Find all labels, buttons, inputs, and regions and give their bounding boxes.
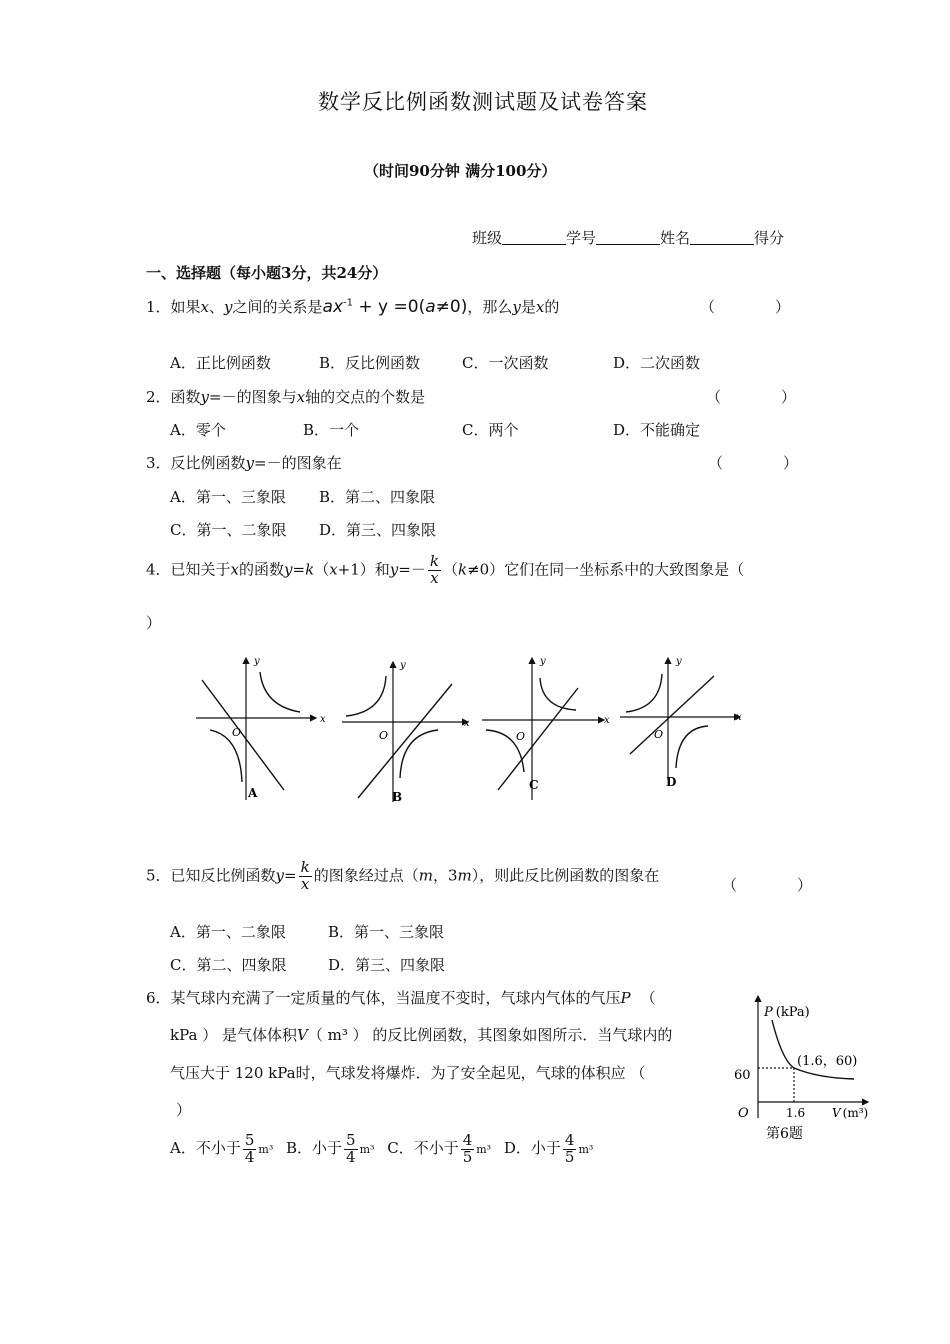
numerator: 5 [244, 1131, 255, 1149]
unit: m³ [476, 1143, 492, 1157]
graph-b-label: B [392, 790, 403, 804]
option-text: D．小于 [503, 1139, 561, 1158]
var: y [389, 560, 399, 579]
class-label: 班级 [472, 229, 503, 247]
var: x [296, 388, 306, 406]
q1-text: 之间的关系是 [232, 298, 323, 316]
q4-text: （ [442, 560, 458, 579]
graph-d-label: D [666, 775, 677, 789]
q3-option-b[interactable]: B．第二、四象限 [319, 488, 436, 506]
page-title: 数学反比例函数测试题及试卷答案 [318, 90, 648, 114]
student-number-blank[interactable] [596, 230, 660, 245]
numerator: 4 [564, 1131, 575, 1149]
option-fraction [563, 1133, 577, 1166]
q3-option-d[interactable]: D．第三、四象限 [319, 521, 437, 539]
q6-option-c[interactable] [387, 1131, 492, 1166]
q6-figure [728, 990, 878, 1150]
denominator: 4 [346, 1147, 356, 1166]
axis-y-label: y [400, 660, 406, 671]
question-6-line-3: 气压大于 120 kPa时，气球发将爆炸．为了安全起见，气球的体积应 （ [170, 1064, 646, 1082]
denominator: 5 [462, 1147, 473, 1166]
var: k [457, 560, 468, 579]
question-6-line-4[interactable]: ） [176, 1101, 192, 1119]
q6-option-d[interactable] [503, 1131, 594, 1166]
var: y [284, 560, 293, 579]
var: y [512, 298, 521, 316]
var: y [245, 454, 255, 472]
q2-option-d[interactable]: D．不能确定 [613, 421, 701, 439]
q4-text: =－ [398, 560, 426, 579]
q3-text: 3．反比例函数 [146, 454, 246, 472]
option-text: B．小于 [286, 1139, 343, 1158]
numerator: 4 [462, 1131, 473, 1149]
q5-text: ，3 [432, 866, 458, 885]
denominator: x [300, 874, 310, 893]
question-5 [146, 860, 659, 893]
q4-fraction [428, 554, 441, 587]
q1-option-b[interactable]: B．反比例函数 [319, 354, 421, 372]
q5-text: = [284, 866, 297, 885]
expr: + y =0( [353, 297, 426, 317]
origin-label: O [232, 726, 242, 739]
q6-text: kPa ） 是气体体积 [170, 1026, 297, 1044]
q1-answer-paren[interactable]: （ ） [700, 298, 791, 316]
subtitle: （时间90分钟 满分100分） [364, 162, 557, 180]
q5-answer-paren[interactable]: （ ） [722, 876, 813, 894]
expr: ax [322, 297, 344, 317]
q1-text: ，那么 [467, 298, 513, 316]
unit: m³ [578, 1143, 594, 1157]
section-heading: 一、选择题（每小题3分，共24分） [146, 264, 388, 282]
q5-text: 的图象经过点（ [313, 866, 419, 885]
expr: a [425, 297, 436, 317]
q3-option-c[interactable]: C．第一、二象限 [170, 521, 287, 539]
q5-option-d[interactable]: D．第三、四象限 [328, 956, 446, 974]
denominator: 4 [244, 1147, 255, 1166]
figure-caption: 第6题 [766, 1126, 803, 1142]
q1-number: 1．如果 [146, 298, 201, 316]
var: k [305, 560, 315, 579]
question-1 [146, 296, 559, 317]
q6-text: （ [640, 989, 656, 1007]
q1-option-d[interactable]: D．二次函数 [613, 354, 701, 372]
origin-label: O [516, 730, 526, 743]
q3-answer-paren[interactable]: （ ） [708, 454, 799, 472]
var: y [275, 866, 285, 885]
q6-text: 6．某气球内充满了一定质量的气体，当温度不变时，气球内气体的气压 [146, 989, 621, 1007]
axis-y-label: y [254, 656, 260, 667]
class-blank[interactable] [502, 230, 566, 245]
student-number-label: 学号 [566, 229, 597, 247]
option-text: C．不小于 [387, 1139, 459, 1158]
option-text: A．不小于 [170, 1139, 241, 1158]
q5-text: 5．已知反比例函数 [146, 866, 276, 885]
var: x [200, 298, 210, 316]
x-axis-label: V (m³) [832, 1106, 869, 1120]
name-label: 姓名 [660, 229, 691, 247]
q1-text: 、 [209, 298, 225, 316]
numerator: 5 [346, 1131, 356, 1149]
denominator: x [430, 568, 439, 587]
expr-exp: -1 [343, 297, 353, 309]
option-fraction [243, 1133, 257, 1166]
graph-b[interactable] [342, 660, 470, 804]
unit: m³ [359, 1143, 375, 1157]
axis-x-label: x [736, 712, 742, 723]
q4-text: 4．已知关于 [146, 560, 231, 579]
graph-c[interactable] [482, 656, 610, 800]
var: x [535, 298, 545, 316]
q6-text: （ m³ ） 的反比例函数，其图象如图所示．当气球内的 [307, 1026, 673, 1044]
q3-option-a[interactable]: A．第一、三象限 [170, 488, 286, 506]
q2-option-b[interactable]: B．一个 [303, 421, 360, 439]
q5-option-b[interactable]: B．第一、三象限 [328, 923, 445, 941]
q4-text: = [292, 560, 306, 579]
q1-option-c[interactable]: C．一次函数 [462, 354, 549, 372]
origin-label: O [738, 1106, 749, 1121]
q2-text: 轴的交点的个数是 [305, 388, 426, 406]
origin-label: O [654, 728, 664, 741]
question-3 [146, 452, 342, 473]
var: m [418, 866, 433, 885]
point-label: (1.6，60) [797, 1054, 858, 1069]
q4-text: +1）和 [337, 560, 390, 579]
graph-a-label: A [248, 786, 258, 800]
unit: m³ [258, 1143, 274, 1157]
option-fraction [344, 1133, 358, 1166]
axis-y-label: y [676, 656, 682, 667]
var: x [230, 560, 240, 579]
pressure-curve [772, 1020, 854, 1079]
question-4 [146, 554, 744, 587]
q5-text: ），则此反比例函数的图象在 [471, 866, 660, 885]
question-2 [146, 386, 425, 407]
y-tick-60: 60 [734, 1068, 751, 1083]
var: y [224, 298, 233, 316]
axis-x-label: x [604, 715, 610, 726]
origin-label: O [379, 729, 389, 742]
q6-options [170, 1133, 593, 1166]
y-axis-label: P (kPa) [764, 1005, 810, 1020]
q1-text: 是 [520, 298, 536, 316]
graph-a[interactable] [196, 656, 326, 800]
axis-x-label: x [320, 714, 326, 725]
denominator: 5 [564, 1147, 575, 1166]
var: m [457, 866, 472, 885]
numerator: k [429, 552, 439, 570]
q4-graphs [180, 650, 760, 810]
var: x [329, 560, 338, 579]
graph-c-label: C [529, 778, 539, 792]
numerator: k [300, 858, 310, 876]
option-fraction [461, 1133, 475, 1166]
q2-option-a[interactable]: A．零个 [170, 421, 226, 439]
q1-option-a[interactable]: A．正比例函数 [170, 354, 271, 372]
question-6-line-2 [170, 1024, 672, 1045]
q4-close-paren: ） [146, 614, 162, 632]
q5-fraction [299, 860, 312, 893]
header-fields [472, 227, 784, 248]
graph-d[interactable] [620, 656, 742, 789]
axis-y-label: y [540, 656, 546, 667]
q3-text: =－的图象在 [254, 454, 342, 472]
q1-text: 的 [544, 298, 560, 316]
question-6-line-1 [146, 987, 656, 1008]
x-tick-1-6: 1.6 [786, 1106, 806, 1120]
q2-option-c[interactable]: C．两个 [462, 421, 519, 439]
expr: ≠0) [435, 297, 468, 317]
q2-text: =－的图象与 [209, 388, 297, 406]
q4-text: 的函数 [239, 560, 285, 579]
q2-text: 2．函数 [146, 388, 201, 406]
q6-option-a[interactable] [170, 1131, 274, 1166]
q4-text: （ [314, 560, 330, 579]
score-label: 得分 [754, 229, 785, 247]
var: y [200, 388, 210, 406]
var: P [620, 989, 631, 1007]
q5-option-c[interactable]: C．第二、四象限 [170, 956, 287, 974]
axis-x-label: x [464, 718, 470, 729]
q5-option-a[interactable]: A．第一、二象限 [170, 923, 286, 941]
q1-expression [323, 297, 468, 317]
name-blank[interactable] [690, 230, 754, 245]
var: V [297, 1026, 308, 1044]
q6-option-b[interactable] [286, 1131, 375, 1166]
q4-text: ≠0）它们在同一坐标系中的大致图象是（ [467, 560, 745, 579]
q2-answer-paren[interactable]: （ ） [706, 388, 797, 406]
